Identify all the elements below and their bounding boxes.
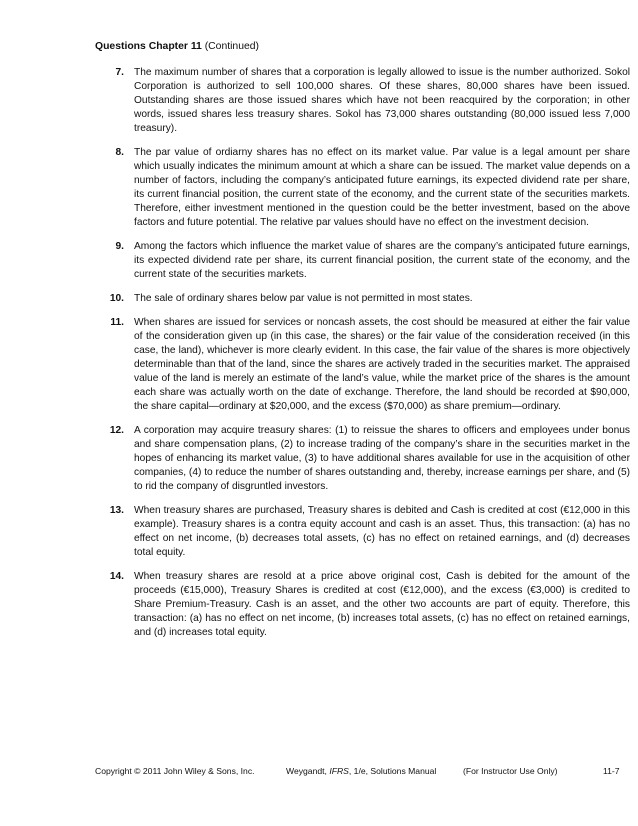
question-number: 8. <box>115 147 124 158</box>
question-number: 7. <box>115 67 124 78</box>
question-item <box>95 292 630 306</box>
footer-book-pre: Weygandt, <box>286 766 330 776</box>
question-answer: When shares are issued for services or noncash assets, the cost should be measured at either the fair value of the consideration given up (in this case, the shares) or the fair value of the consideration received (in this case, the land), whichever is more clearly evident. In this case, the fair value of the shares is more objectively determinable than that of the land, since the shares are actively traded in the securities market. The appraised value of the land is merely an estimate of the land’s value, while the market price of the shares is the amount each share was actually worth on the date of exchange. Therefore, the land should be recorded at $90,000, the share capital—ordinary at $20,000, and the excess ($70,000) as share premium—ordinary. <box>134 317 630 412</box>
question-number: 14. <box>109 571 124 582</box>
footer-copyright: Copyright © 2011 John Wiley & Sons, Inc. <box>95 766 255 776</box>
page-header <box>95 40 259 53</box>
question-answer: Among the factors which influence the market value of shares are the company’s anticipated future earnings, its expected dividend rate per share, its current financial position, the current state of the economy, and the current state of the securities markets. <box>134 241 630 280</box>
header-title: Questions Chapter 11 <box>95 41 202 52</box>
question-answer: When treasury shares are resold at a price above original cost, Cash is debited for the amount of the proceeds (€15,000), Treasury Shares is credited at cost (€12,000), and the excess (€3,000) is credited to Share Premium-Treasury. Cash is an asset, and the other two accounts are part of equity. Therefore, this transaction: (a) has no effect on net income, (b) increases total assets, (c) has no effect on retained earnings, and (d) increases total equity. <box>134 571 630 638</box>
footer-instructor-note: (For Instructor Use Only) <box>463 766 558 776</box>
question-answer: The maximum number of shares that a corporation is legally allowed to issue is the number authorized. Sokol Corporation is authorized to sell 100,000 shares. Of these shares, 80,000 shares have been issued. Outstanding shares are those issued shares which have not been reacquired by the corporation; in other words, issued shares less treasury shares. Sokol has 73,000 shares outstanding (80,000 issued less 7,000 treasury). <box>134 67 630 134</box>
header-continued: (Continued) <box>201 41 260 52</box>
question-number: 10. <box>109 293 124 304</box>
question-item <box>95 570 630 640</box>
question-item <box>95 504 630 560</box>
question-answer: When treasury shares are purchased, Treasury shares is debited and Cash is credited at cost (€12,000 in this example). Treasury shares is a contra equity account and cash is an asset. Thus, this transaction: (a) has no effect on net income, (b) decreases total assets, (c) has no effect on retained earnings, and (d) decreases total equity. <box>134 505 630 558</box>
question-number: 9. <box>115 241 124 252</box>
question-answer: A corporation may acquire treasury shares: (1) to reissue the shares to officers and employees under bonus and share compensation plans, (2) to increase trading of the company’s share in the securities market in the hopes of enhancing its market value, (3) to have additional shares available for use in the acquisition of other companies, (4) to reduce the number of shares outstanding and, thereby, increase earnings per share, and (5) to rid the company of disgruntled investors. <box>134 425 630 492</box>
question-item <box>95 424 630 494</box>
question-item <box>95 146 630 230</box>
footer-book-post: , 1/e, Solutions Manual <box>348 766 437 776</box>
question-number: 11. <box>110 317 124 328</box>
question-number: 13. <box>109 505 124 516</box>
question-answer: The par value of ordiarny shares has no effect on its market value. Par value is a legal amount per share which usually indicates the minimum amount at which a share can be issued. The market value depends on a number of factors, including the company’s anticipated future earnings, its expected dividend rate per share, its current financial position, the current state of the economy, and the current state of the securities markets. Therefore, either investment mentioned in the question could be the better investment, based on the above factors and future potential. The relative par values should have no effect on the investment decision. <box>134 147 630 228</box>
questions-list <box>95 66 630 650</box>
question-answer: The sale of ordinary shares below par value is not permitted in most states. <box>134 293 473 304</box>
question-number: 12. <box>109 425 124 436</box>
footer-book-title <box>286 766 436 777</box>
question-item <box>95 316 630 414</box>
footer-book-italic: IFRS <box>329 766 349 776</box>
question-item <box>95 240 630 282</box>
page-number: 11-7 <box>603 766 620 776</box>
question-item <box>95 66 630 136</box>
